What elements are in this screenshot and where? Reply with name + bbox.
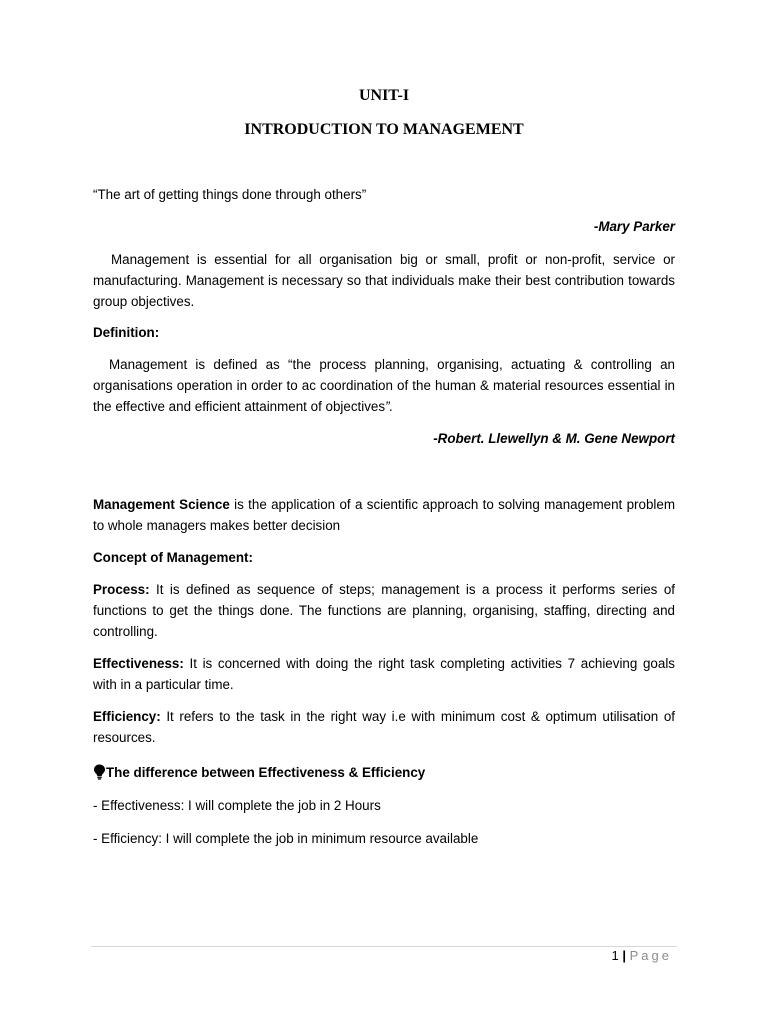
page-footer (612, 947, 673, 965)
difference-heading-text: The difference between Effectiveness & Efficiency (106, 765, 426, 780)
concept-item-effectiveness (93, 653, 675, 695)
difference-item: - Effectiveness: I will complete the job in 2 Hours (93, 798, 381, 813)
page-label: Page (629, 948, 672, 963)
page-number: 1 (611, 948, 619, 963)
concept-text: It is defined as sequence of steps; management is a process it performs series of functions to get the things done. The functions are planning, organising, staffing, directing and controlling. (93, 582, 675, 639)
concept-item-process (93, 579, 675, 642)
unit-heading: UNIT-I (358, 87, 410, 104)
management-science-term: Management Science (93, 497, 230, 512)
intro-paragraph: Management is essential for all organisation big or small, profit or non-profit, service or manufacturing. Management is necessary so that individuals make their best contribution towards group objectives. (93, 252, 675, 309)
definition-closing: ”. (385, 399, 394, 414)
definition-text: Management is defined as “the process planning, organising, actuating & controlling an organisations operation in order to ac coordination of the human & material resources essential in the effective and efficient attainment of objectives (93, 357, 675, 414)
footer-divider (91, 946, 677, 947)
footer-separator: | (622, 948, 626, 963)
quote-author: -Mary Parker (593, 219, 675, 234)
definition-heading: Definition: (93, 325, 160, 340)
definition-author: -Robert. Llewellyn & M. Gene Newport (433, 431, 675, 446)
quote-text: “The art of getting things done through others” (93, 187, 367, 202)
concept-text: It refers to the task in the right way i.e with minimum cost & optimum utilisation of resources. (93, 709, 675, 745)
concept-term: Efficiency: (93, 709, 161, 724)
definition-paragraph (93, 354, 675, 417)
lightbulb-icon (93, 764, 106, 780)
difference-heading (93, 762, 675, 783)
concept-term: Effectiveness: (93, 656, 184, 671)
management-science-paragraph (93, 494, 675, 536)
concept-item-efficiency (93, 706, 675, 748)
difference-item: - Efficiency: I will complete the job in minimum resource available (93, 831, 479, 846)
concept-text: It is concerned with doing the right task completing activities 7 achieving goals with in a particular time. (93, 656, 675, 692)
management-science-text: is the application of a scientific approach to solving management problem to whole managers makes better decision (93, 497, 675, 533)
concept-term: Process: (93, 582, 150, 597)
concept-heading: Concept of Management: (93, 550, 253, 565)
chapter-title: INTRODUCTION TO MANAGEMENT (244, 121, 524, 138)
